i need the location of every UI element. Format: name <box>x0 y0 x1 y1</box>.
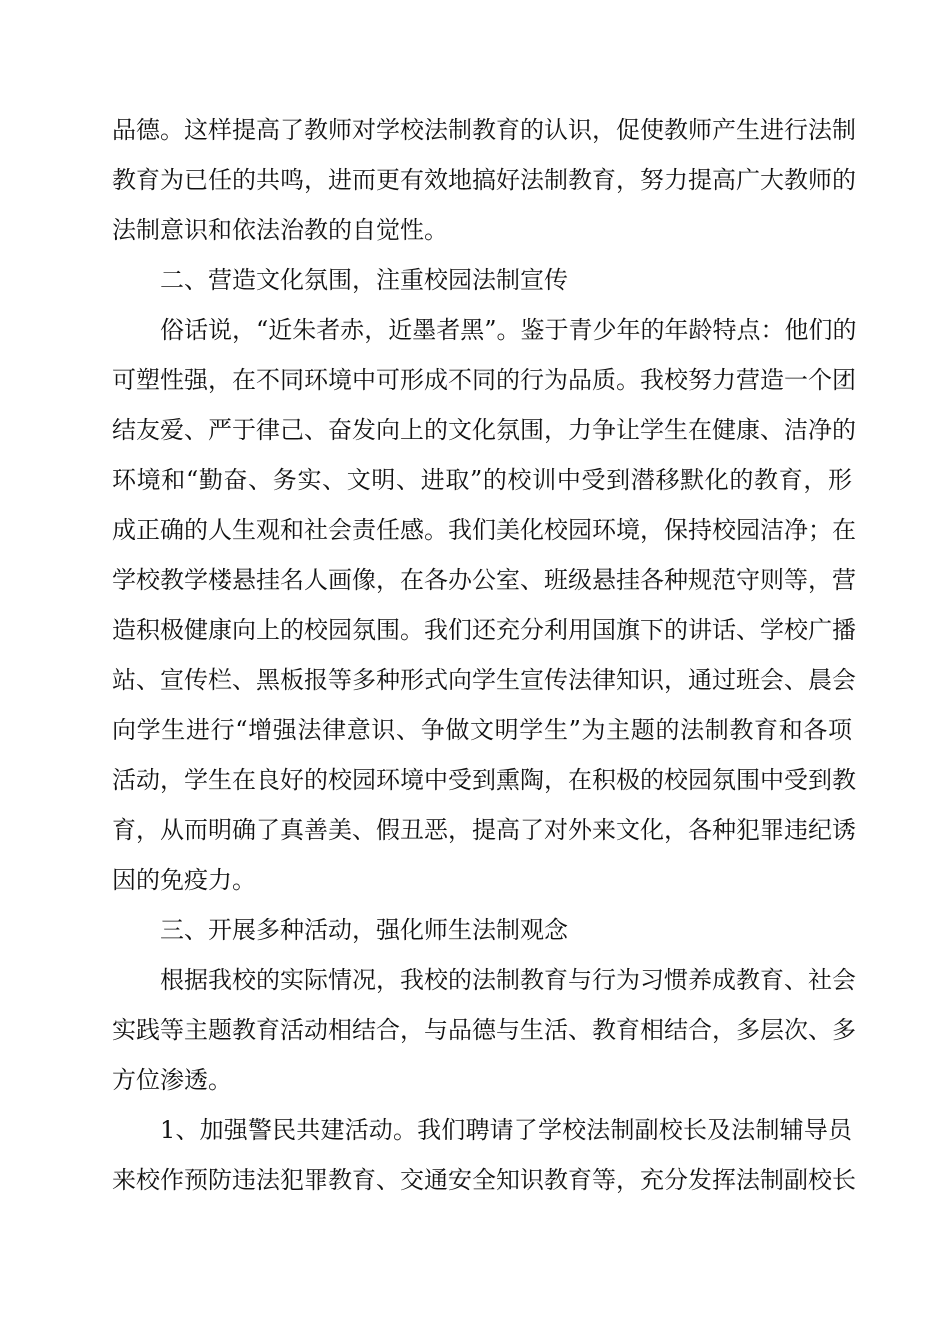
text-line: 活动，学生在良好的校园环境中受到熏陶，在积极的校园氛围中受到教 <box>112 766 856 794</box>
text-line: 实践等主题教育活动相结合，与品德与生活、教育相结合，多层次、多 <box>112 1016 856 1044</box>
text-line: 可塑性强，在不同环境中可形成不同的行为品质。我校努力营造一个团 <box>112 366 856 394</box>
text-line: 1、加强警民共建活动。我们聘请了学校法制副校长及法制辅导员 <box>160 1116 852 1144</box>
text-line: 成正确的人生观和社会责任感。我们美化校园环境，保持校园洁净；在 <box>112 516 856 544</box>
text-line: 俗话说，“近朱者赤，近墨者黑”。鉴于青少年的年龄特点：他们的 <box>160 316 857 344</box>
text-line: 来校作预防违法犯罪教育、交通安全知识教育等，充分发挥法制副校长 <box>112 1166 856 1194</box>
text-line: 法制意识和依法治教的自觉性。 <box>112 216 448 244</box>
text-line: 结友爱、严于律己、奋发向上的文化氛围，力争让学生在健康、洁净的 <box>112 416 856 444</box>
text-line: 根据我校的实际情况，我校的法制教育与行为习惯养成教育、社会 <box>160 966 856 994</box>
text-line: 育，从而明确了真善美、假丑恶，提高了对外来文化，各种犯罪违纪诱 <box>112 816 856 844</box>
section-heading: 二、营造文化氛围，注重校园法制宣传 <box>160 266 568 294</box>
text-line: 向学生进行“增强法律意识、争做文明学生”为主题的法制教育和各项 <box>112 716 852 744</box>
text-line: 环境和“勤奋、务实、文明、进取”的校训中受到潜移默化的教育，形 <box>112 466 852 494</box>
text-line: 造积极健康向上的校园氛围。我们还充分利用国旗下的讲话、学校广播 <box>112 616 856 644</box>
section-heading: 三、开展多种活动，强化师生法制观念 <box>160 916 568 944</box>
text-line: 学校教学楼悬挂名人画像，在各办公室、班级悬挂各种规范守则等，营 <box>112 566 856 594</box>
text-line: 因的免疫力。 <box>112 866 256 894</box>
text-line: 站、宣传栏、黑板报等多种形式向学生宣传法律知识，通过班会、晨会 <box>112 666 856 694</box>
text-line: 品德。这样提高了教师对学校法制教育的认识，促使教师产生进行法制 <box>112 116 856 144</box>
text-line: 方位渗透。 <box>112 1066 232 1094</box>
text-line: 教育为已任的共鸣，进而更有效地搞好法制教育，努力提高广大教师的 <box>112 166 856 194</box>
